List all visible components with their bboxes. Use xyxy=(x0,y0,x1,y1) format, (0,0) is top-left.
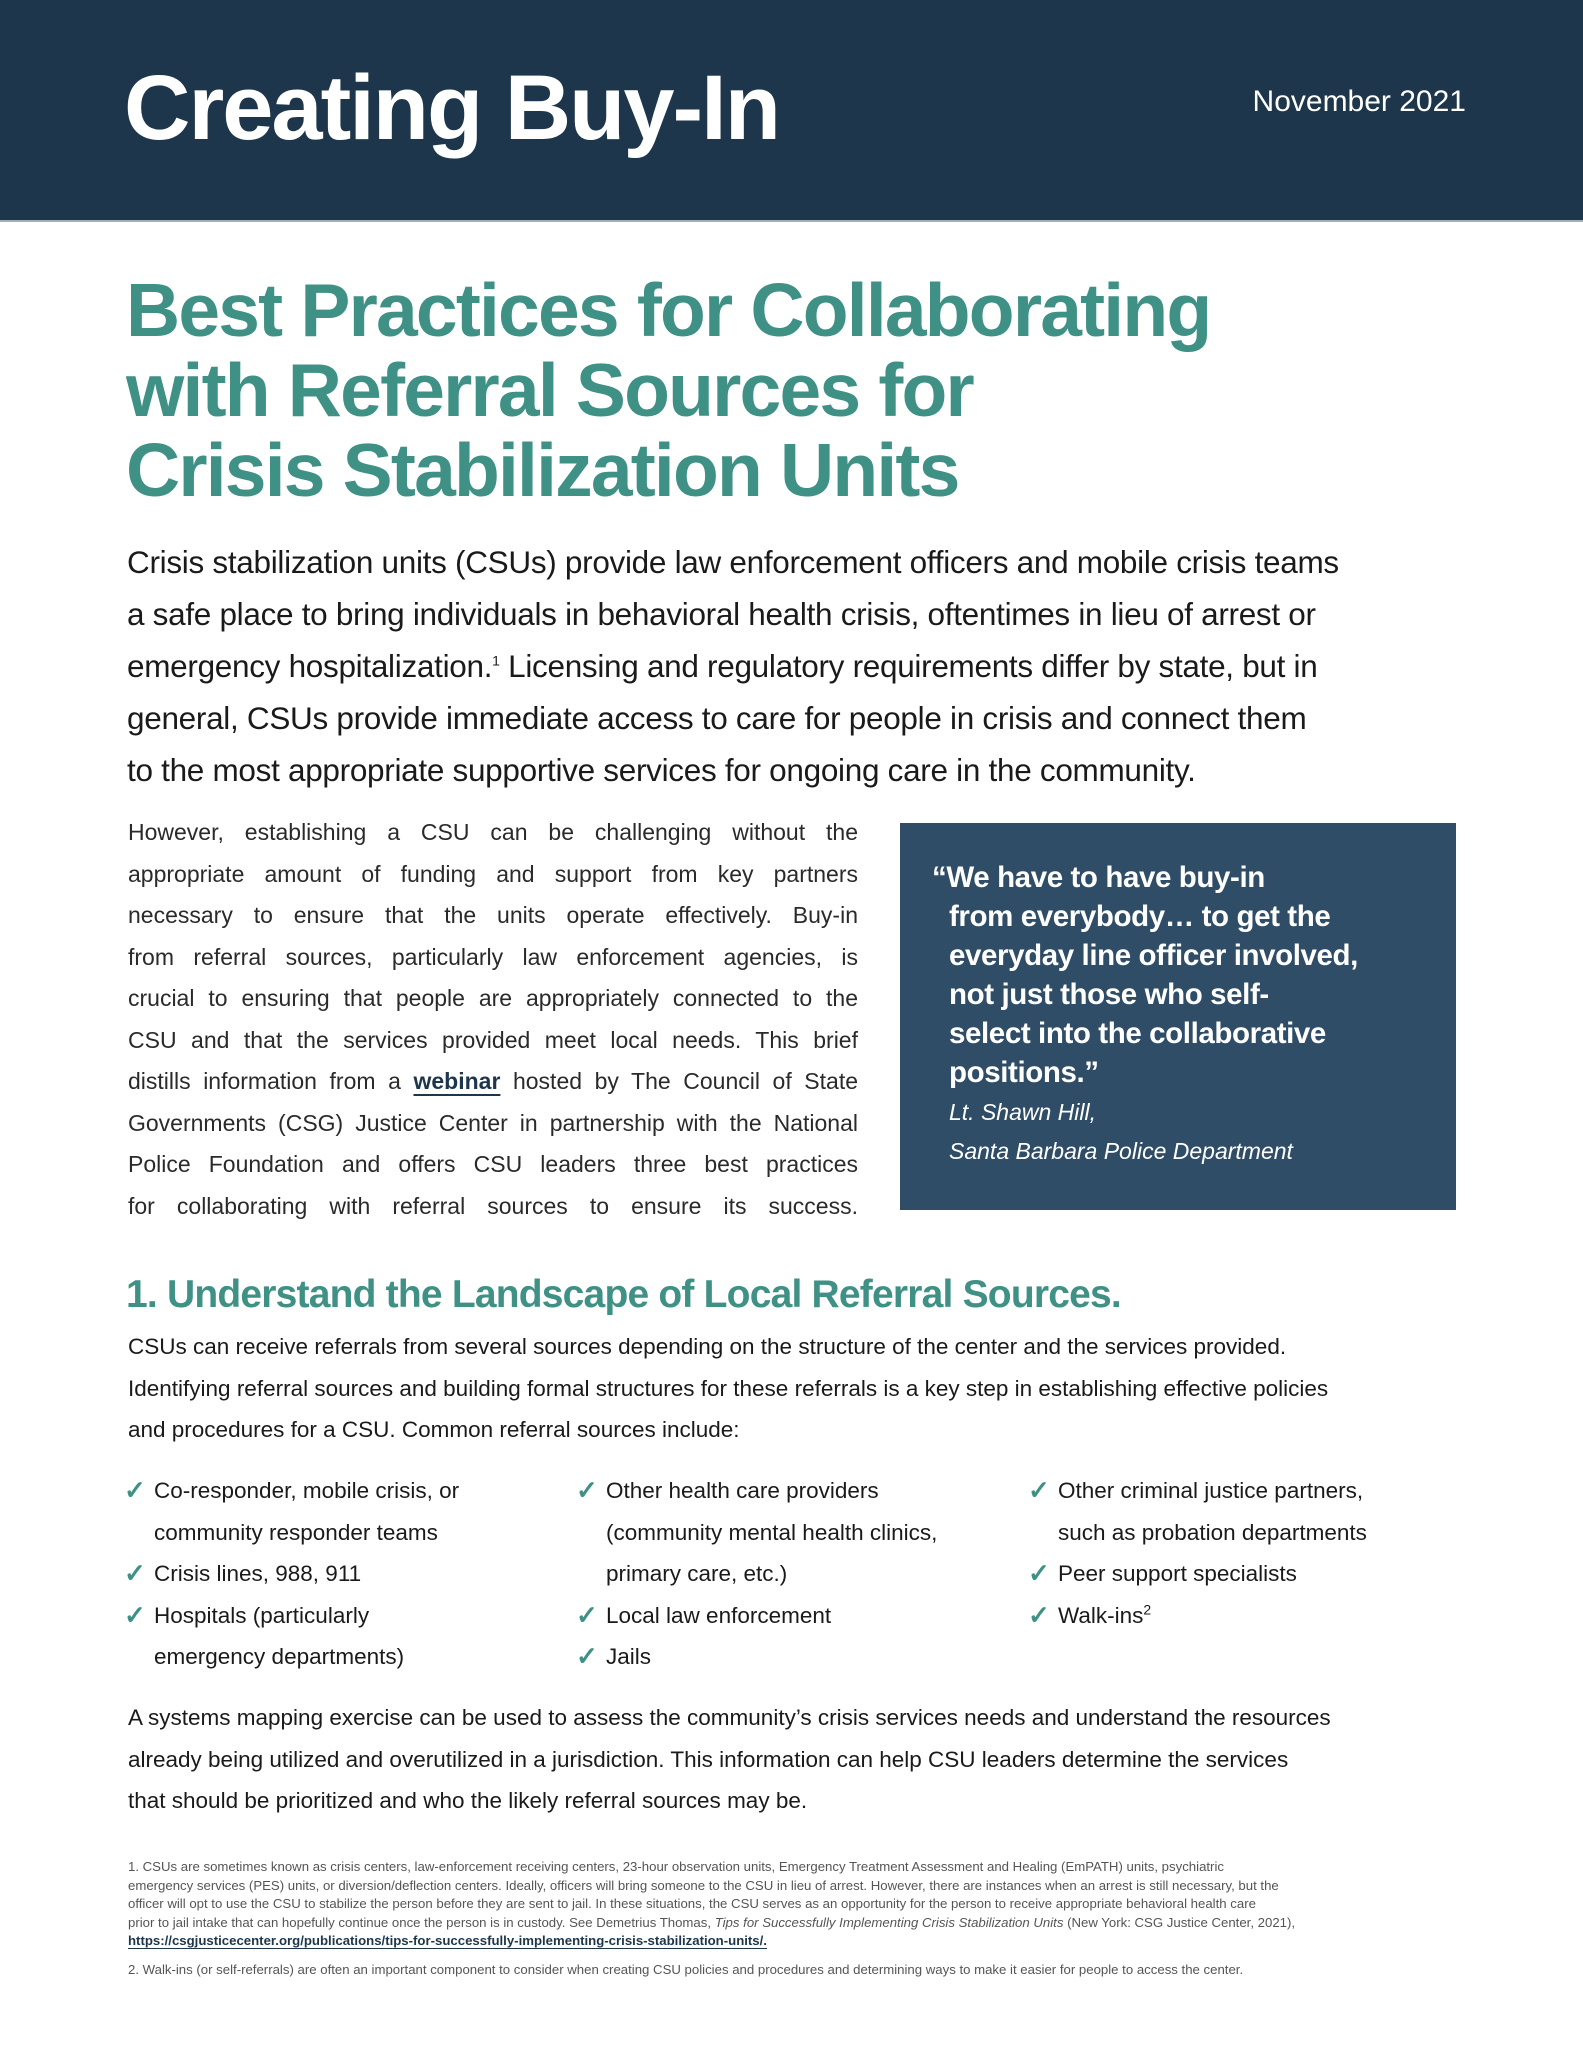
list-item: ✓ Co-responder, mobile crisis, or community responder teams xyxy=(124,1470,459,1553)
checkmark-icon: ✓ xyxy=(1028,1558,1050,1588)
body-line: crucial to ensuring that people are appropriately connected to the xyxy=(128,985,858,1011)
body-line: from referral sources, particularly law enforcement agencies, is xyxy=(128,943,858,970)
header-band xyxy=(0,0,1583,222)
section-heading: 1. Understand the Landscape of Local Referral Sources. xyxy=(126,1273,1121,1316)
checkmark-icon: ✓ xyxy=(576,1641,598,1671)
list-item: ✓ Jails xyxy=(576,1636,937,1678)
body-line: appropriate amount of funding and support from key partners xyxy=(128,860,858,887)
footnote-2: 2. Walk-ins (or self-referrals) are often an important component to consider when creating CSU policies and procedures and determining ways to make it easier for people to access the center. xyxy=(128,1961,1244,1977)
body-line: for collaborating with referral sources to ensure its success. xyxy=(128,1192,858,1219)
checklist-column-1 xyxy=(124,1470,459,1678)
intro-line: Crisis stabilization units (CSUs) provide law enforcement officers and mobile crisis teams xyxy=(127,544,1339,580)
footnote-ref-2[interactable]: 2 xyxy=(1143,1601,1152,1617)
pull-quote xyxy=(900,823,1456,1210)
checklist-column-2 xyxy=(576,1470,937,1678)
list-item: ✓ Other health care providers (community mental health clinics, primary care, etc.) xyxy=(576,1470,937,1595)
attribution-org: Santa Barbara Police Department xyxy=(949,1138,1293,1164)
intro-paragraph xyxy=(127,536,1467,796)
publication-date: November 2021 xyxy=(1252,85,1466,118)
cited-title: Tips for Successfully Implementing Crisis Stabilization Units xyxy=(714,1914,1064,1930)
footnotes xyxy=(128,1858,1468,1980)
list-item: ✓ Local law enforcement xyxy=(576,1595,937,1637)
quote-line: from everybody… to get the xyxy=(949,900,1331,933)
quote-line: “We have to have buy-in xyxy=(932,861,1265,894)
list-item: ✓ Peer support specialists xyxy=(1028,1553,1367,1595)
document-title xyxy=(126,270,1506,510)
footnote-ref-1[interactable]: 1 xyxy=(492,652,500,669)
checkmark-icon: ✓ xyxy=(576,1475,598,1505)
checklist-column-3 xyxy=(1028,1470,1367,1636)
closing-line: already being utilized and overutilized in a jurisdiction. This information can help CSU leaders determine the services xyxy=(128,1746,1289,1772)
webinar-link[interactable]: webinar xyxy=(413,1068,501,1094)
section-line: Identifying referral sources and building formal structures for these referrals is a key step in establishing effective policies xyxy=(128,1375,1329,1401)
checkmark-icon: ✓ xyxy=(1028,1475,1050,1505)
body-line: Police Foundation and offers CSU leaders three best practices xyxy=(128,1151,858,1177)
intro-line: emergency hospitalization.$^1$ Licensing and regulatory requirements differ by state, but in xyxy=(127,648,1318,684)
body-line: CSU and that the services provided meet local needs. This brief xyxy=(128,1026,858,1053)
list-item: ✓ Hospitals (particularly emergency departments) xyxy=(124,1595,459,1678)
title-line: Crisis Stabilization Units xyxy=(126,428,959,512)
closing-line: that should be prioritized and who the likely referral sources may be. xyxy=(128,1788,808,1813)
list-item: ✓ Walk-ins$^2$ xyxy=(1028,1595,1367,1637)
list-item: ✓ Crisis lines, 988, 911 xyxy=(124,1553,459,1595)
body-line: necessary to ensure that the units operate effectively. Buy-in xyxy=(128,902,858,928)
footnote-1: 1. CSUs are sometimes known as crisis centers, law-enforcement receiving centers, 23-hour observation units, Emergency Treatment Assessment and Healing (EmPATH) units, psychiatric emergency services (PES) units, or diversion/deflection centers. Ideally, officers will bring someone to the CSU in lieu of arrest. However, there are instances when an arrest is still necessary, but the officer will opt to use the CSU to stabilize the person before they are sent to jail. In these situations, the CSU serves as an opportunity for the person to receive appropriate behavioral health care prior to jail intake that can hopefully continue once the person is in custody. See Demetrius Thomas, Tips for Successfully Implementing Crisis Stabilization Units (New York: CSG Justice Center, 2021), https://csgjusticecenter.org/publications/tips-for-successfully-implementing-crisis-stabilization-units/. xyxy=(128,1859,1296,1949)
checkmark-icon: ✓ xyxy=(124,1558,146,1588)
quote-text xyxy=(932,858,1442,1092)
checkmark-icon: ✓ xyxy=(124,1475,146,1505)
title-line: Best Practices for Collaborating xyxy=(126,268,1211,352)
intro-line: general, CSUs provide immediate access to care for people in crisis and connect them xyxy=(127,700,1307,736)
title-line: with Referral Sources for xyxy=(126,348,973,432)
section-line: CSUs can receive referrals from several sources depending on the structure of the center and the services provided. xyxy=(128,1334,1287,1359)
quote-attribution xyxy=(949,1093,1293,1171)
checkmark-icon: ✓ xyxy=(124,1599,146,1630)
publication-url-link[interactable]: https://csgjusticecenter.org/publications/tips-for-successfully-implementing-crisis-stabilization-units/. xyxy=(128,1933,767,1949)
series-title: Creating Buy-In xyxy=(124,57,779,159)
body-line: Governments (CSG) Justice Center in partnership with the National xyxy=(128,1109,858,1136)
section-body xyxy=(128,1326,1488,1451)
intro-line: a safe place to bring individuals in behavioral health crisis, oftentimes in lieu of arrest or xyxy=(127,596,1316,632)
closing-line: A systems mapping exercise can be used to assess the community’s crisis services needs and understand the resources xyxy=(128,1705,1331,1730)
checkmark-icon: ✓ xyxy=(1028,1599,1050,1630)
body-line: However, establishing a CSU can be challenging without the xyxy=(128,819,858,845)
body-line: distills information from a webinar hosted by The Council of State xyxy=(128,1068,858,1094)
quote-line: not just those who self- xyxy=(949,978,1269,1011)
list-item: ✓ Other criminal justice partners, such as probation departments xyxy=(1028,1470,1367,1553)
quote-line: everyday line officer involved, xyxy=(949,939,1358,972)
attribution-name: Lt. Shawn Hill, xyxy=(949,1099,1097,1125)
quote-line: select into the collaborative xyxy=(949,1017,1326,1050)
body-paragraph xyxy=(128,812,858,1227)
checkmark-icon: ✓ xyxy=(576,1599,598,1630)
intro-line: to the most appropriate supportive services for ongoing care in the community. xyxy=(127,752,1196,788)
quote-line: positions.” xyxy=(949,1056,1099,1089)
closing-paragraph xyxy=(128,1697,1488,1822)
section-line: and procedures for a CSU. Common referral sources include: xyxy=(128,1417,740,1442)
